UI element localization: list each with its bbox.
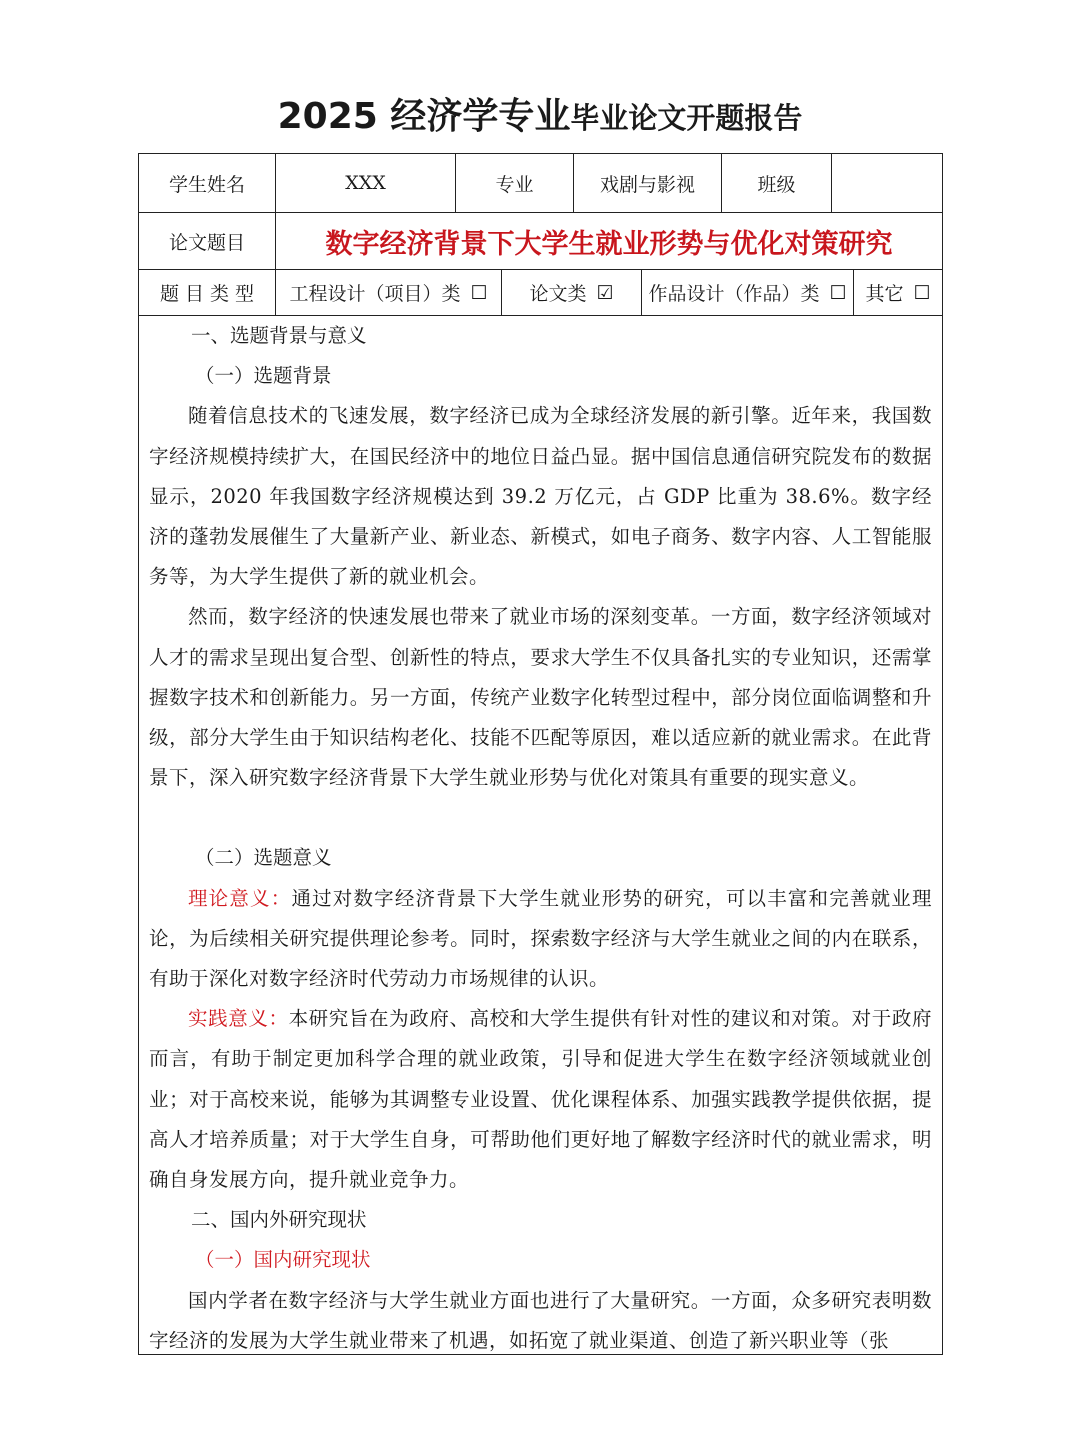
- paragraph-text: 通过对数字经济背景下大学生就业形势的研究，可以丰富和完善就业理论，为后续相关研究提供理论参考。同时，探索数字经济与大学生就业之间的内在联系，有助于深化对数字经济时代劳动力市场规律的认识。: [149, 886, 932, 991]
- checkbox-checked-icon[interactable]: ☑: [596, 281, 614, 304]
- title-main: 2025 经济学专业: [277, 96, 571, 137]
- checkbox-unchecked-icon[interactable]: ☐: [470, 281, 488, 304]
- type-option-label: 工程设计（项目）类: [289, 283, 461, 305]
- subsection-heading: （一）国内研究现状: [195, 1248, 371, 1272]
- paragraph: 随着信息技术的飞速发展，数字经济已成为全球经济发展的新引擎。近年来，我国数字经济规模持续扩大，在国民经济中的地位日益凸显。据中国信息通信研究院发布的数据显示，2020 年我国数字经济规模达到 39.2 万亿元，占 GDP 比重为 38.6%。数字经济的蓬勃发展催生了大量新产业、新业态、新模式，如电子商务、数字内容、人工智能服务等，为大学生提供了新的就业机会。: [149, 404, 932, 589]
- checkbox-unchecked-icon[interactable]: ☐: [829, 281, 847, 304]
- report-form: [138, 153, 943, 1355]
- major-value: 戏剧与影视: [574, 154, 722, 212]
- topic-value: 数字经济背景下大学生就业形势与优化对策研究: [325, 228, 893, 260]
- type-option-label: 论文类: [529, 283, 587, 305]
- highlight-label: 理论意义：: [188, 886, 292, 910]
- topic-row: [139, 213, 942, 270]
- student-value: XXX: [276, 154, 456, 212]
- class-label: 班级: [722, 154, 832, 212]
- type-option-engineering[interactable]: [276, 270, 502, 315]
- type-option-label: 其它: [865, 283, 904, 305]
- subsection-heading: （一）选题背景: [195, 364, 332, 388]
- section-heading: 一、选题背景与意义: [191, 324, 367, 347]
- type-option-design[interactable]: [642, 270, 854, 315]
- paragraph-practice: [149, 999, 932, 1200]
- type-option-thesis[interactable]: [502, 270, 642, 315]
- major-label: 专业: [456, 154, 574, 212]
- paragraph: 国内学者在数字经济与大学生就业方面也进行了大量研究。一方面，众多研究表明数字经济的发展为大学生就业带来了机遇，如拓宽了就业渠道、创造了新兴职业等（张: [149, 1288, 932, 1352]
- type-option-label: 作品设计（作品）类: [648, 283, 820, 305]
- paragraph: 然而，数字经济的快速发展也带来了就业市场的深刻变革。一方面，数字经济领域对人才的需求呈现出复合型、创新性的特点，要求大学生不仅具备扎实的专业知识，还需掌握数字技术和创新能力。另一方面，传统产业数字化转型过程中，部分岗位面临调整和升级，部分大学生由于知识结构老化、技能不匹配等原因，难以适应新的就业需求。在此背景下，深入研究数字经济背景下大学生就业形势与优化对策具有重要的现实意义。: [149, 605, 932, 790]
- class-value: [832, 154, 942, 212]
- type-label: 题 目 类 型: [139, 270, 276, 315]
- topic-label: 论文题目: [139, 213, 276, 269]
- report-body: [149, 316, 932, 1361]
- section-heading: 二、国内外研究现状: [191, 1208, 367, 1232]
- highlight-label: 实践意义：: [188, 1007, 289, 1031]
- paragraph-text: 本研究旨在为政府、高校和大学生提供有针对性的建议和对策。对于政府而言，有助于制定更加科学合理的就业政策，引导和促进大学生在数字经济领域就业创业；对于高校来说，能够为其调整专业设置、优化课程体系、加强实践教学提供依据，提高人才培养质量；对于大学生自身，可帮助他们更好地了解数字经济时代的就业需求，明确自身发展方向，提升就业竞争力。: [149, 1007, 932, 1192]
- type-option-other[interactable]: [854, 270, 942, 315]
- spacer: [149, 798, 932, 838]
- student-label: 学生姓名: [139, 154, 276, 212]
- paragraph-theory: [149, 879, 932, 1000]
- type-row: [139, 270, 942, 316]
- page-title: [0, 88, 1080, 139]
- info-row: [139, 154, 942, 213]
- checkbox-unchecked-icon[interactable]: ☐: [913, 281, 931, 304]
- subsection-heading: （二）选题意义: [195, 846, 332, 870]
- title-sub: 毕业论文开题报告: [570, 101, 803, 135]
